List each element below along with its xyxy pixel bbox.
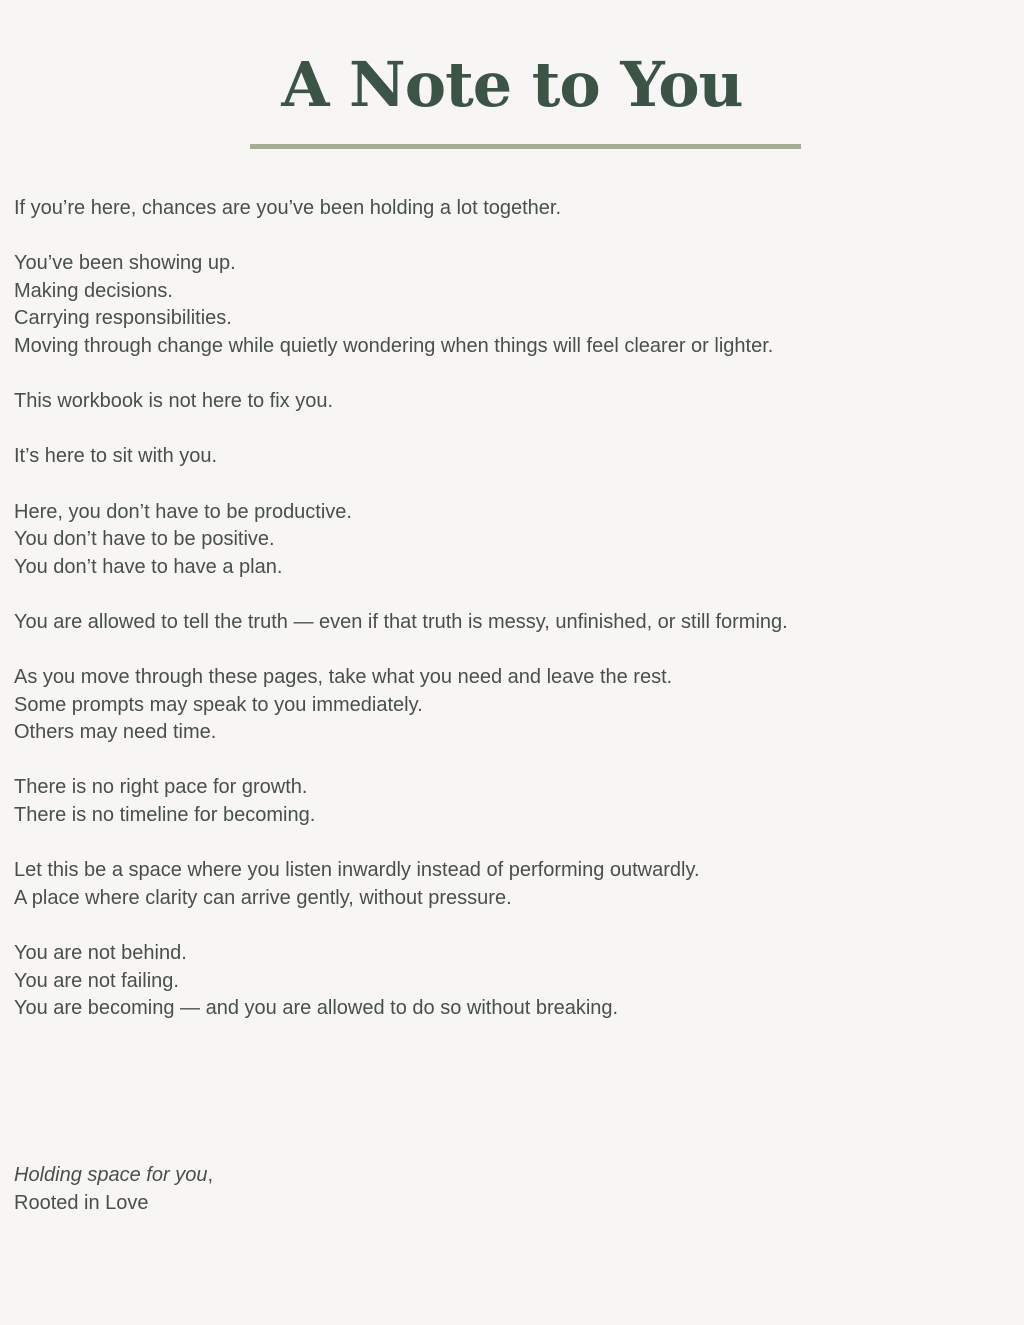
- paragraph: [14, 250, 1014, 360]
- text-line: You are allowed to tell the truth — even if that truth is messy, unfinished, or still forming.: [14, 610, 788, 633]
- text-line: There is no right pace for growth.: [14, 776, 308, 799]
- text-line: Others may need time.: [14, 721, 217, 744]
- text-line: Some prompts may speak to you immediately.: [14, 693, 423, 716]
- text-line: This workbook is not here to fix you.: [14, 390, 334, 413]
- text-line: As you move through these pages, take what you need and leave the rest.: [14, 666, 673, 689]
- text-line: You are not behind.: [14, 942, 187, 965]
- signature: Rooted in Love: [14, 1192, 149, 1214]
- text-line: Here, you don’t have to be productive.: [14, 500, 352, 523]
- paragraph: [14, 664, 1014, 747]
- signoff: [14, 1161, 213, 1217]
- closing-text: Holding space for you: [14, 1164, 208, 1186]
- letter-body: [14, 195, 1014, 1050]
- text-line: A place where clarity can arrive gently, without pressure.: [14, 886, 512, 909]
- text-line: Let this be a space where you listen inwardly instead of performing outwardly.: [14, 859, 700, 882]
- text-line: Carrying responsibilities.: [14, 307, 232, 330]
- closing-comma: ,: [207, 1164, 214, 1186]
- text-line: Making decisions.: [14, 279, 173, 302]
- paragraph: [14, 499, 1014, 582]
- title-divider: [250, 144, 801, 149]
- paragraph: [14, 609, 1014, 637]
- text-line: You don’t have to have a plan.: [14, 555, 283, 578]
- paragraph: [14, 388, 1014, 416]
- text-line: Moving through change while quietly wondering when things will feel clearer or lighter.: [14, 334, 774, 357]
- paragraph: [14, 857, 1014, 912]
- text-line: You are becoming — and you are allowed to do so without breaking.: [14, 997, 619, 1020]
- page-title: A Note to You: [281, 48, 743, 121]
- closing-line: [14, 1161, 213, 1189]
- paragraph: [14, 940, 1014, 1023]
- text-line: You are not failing.: [14, 969, 179, 992]
- paragraph: [14, 443, 1014, 471]
- text-line: There is no timeline for becoming.: [14, 804, 316, 827]
- text-line: If you’re here, chances are you’ve been holding a lot together.: [14, 197, 562, 219]
- paragraph: [14, 774, 1014, 829]
- text-line: It’s here to sit with you.: [14, 445, 218, 468]
- paragraph: [14, 195, 1014, 223]
- text-line: You don’t have to be positive.: [14, 528, 275, 551]
- text-line: You’ve been showing up.: [14, 252, 236, 275]
